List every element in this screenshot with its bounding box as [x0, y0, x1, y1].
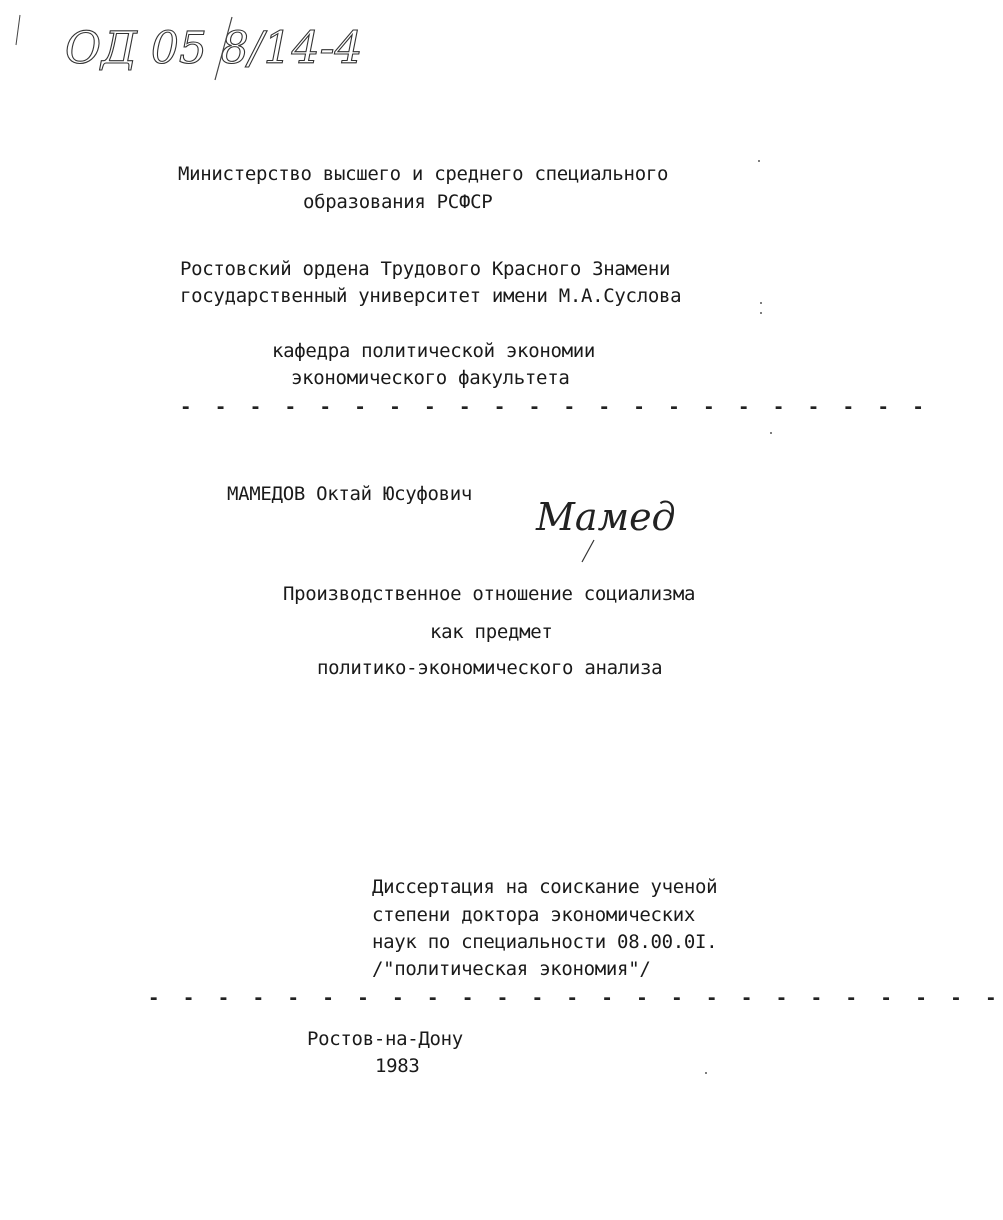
title-line-3: политико-экономического анализа: [317, 657, 663, 679]
scan-speck: [770, 432, 772, 434]
department-line-2: экономического факультета: [291, 367, 570, 389]
separator-bottom: - - - - - - - - - - - - - - - - - - - - - - - - -: [148, 987, 1003, 1009]
university-line-1: Ростовский ордена Трудового Красного Знамени: [180, 258, 671, 280]
ministry-line-2: образования РСФСР: [303, 191, 493, 213]
scan-speck: [705, 1072, 707, 1074]
dissertation-line-2: степени доктора экономических: [372, 904, 696, 926]
footer-year: 1983: [375, 1055, 420, 1077]
dissertation-line-1: Диссертация на соискание ученой: [372, 876, 718, 898]
separator-top: - - - - - - - - - - - - - - - - - - - - - -: [180, 396, 930, 418]
dissertation-line-4: /"политическая экономия"/: [372, 958, 651, 980]
dissertation-line-3: наук по специальности 08.00.0I.: [372, 931, 718, 953]
archive-mark-handwriting: [10, 5, 363, 85]
title-line-1: Производственное отношение социализма: [283, 583, 696, 605]
ministry-line-1: Министерство высшего и среднего специального: [178, 163, 669, 185]
signature-text: Мамед: [536, 495, 676, 539]
footer-city: Ростов-на-Дону: [307, 1028, 463, 1050]
author-name: МАМЕДОВ Октай Юсуфович: [227, 483, 473, 505]
university-line-2: государственный университет имени М.А.Суслова: [180, 285, 682, 307]
author-signature: [530, 470, 676, 565]
title-line-2: как предмет: [430, 621, 553, 643]
scan-speck: [760, 312, 762, 314]
scan-speck: [760, 302, 762, 304]
department-line-1: кафедра политической экономии: [272, 340, 596, 362]
scan-speck: [758, 160, 760, 162]
archive-mark-text: ОД 05 8/14-4: [65, 23, 363, 74]
